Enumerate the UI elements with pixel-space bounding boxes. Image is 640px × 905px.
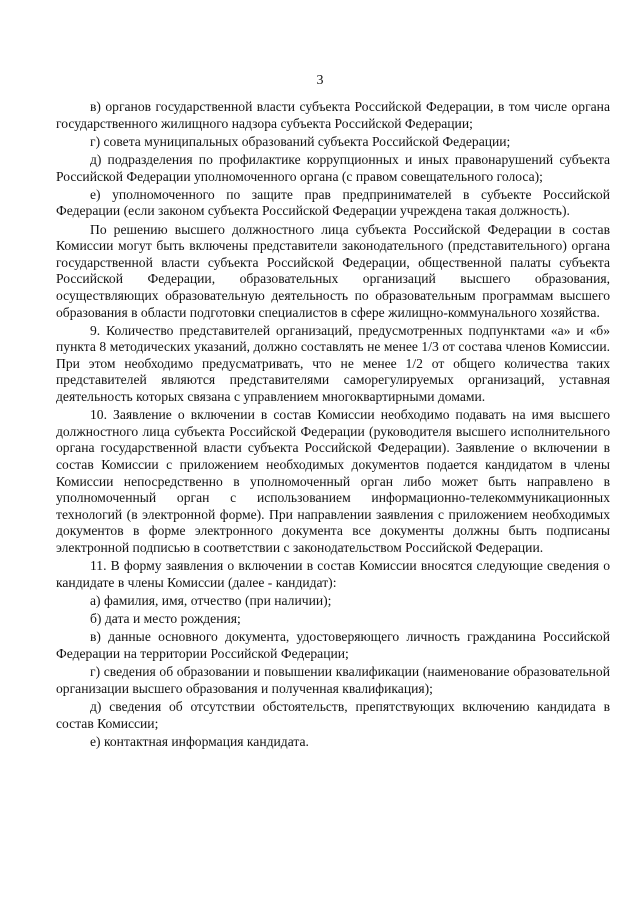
page-number: 3	[316, 73, 324, 88]
paragraph-item-g-education: г) сведения об образовании и повышении квалификации (наименование образовательной организации высшего образования и полученная квалификация);	[56, 664, 610, 696]
paragraph-item-v-organs: в) органов государственной власти субъекта Российской Федерации, в том числе органа государственного жилищного надзора субъекта Российской Федерации;	[56, 99, 610, 131]
paragraph-section-10: 10. Заявление о включении в состав Комиссии необходимо подавать на имя высшего должностного лица субъекта Российской Федерации (руководителя высшего исполнительного органа государственной власти субъекта Российской Федерации). Заявление о включении в состав Комиссии с приложением необходимых документов подается кандидатом в члены Комиссии непосредственно в уполномоченный орган либо может быть направлено в уполномоченный орган с использованием информационно-телекоммуникационных технологий (в электронной форме). При направлении заявления с приложением необходимых документов в форме электронного документа все документы должны быть подписаны электронной подписью в соответствии с законодательством Российской Федерации.	[56, 407, 610, 555]
paragraph-item-e-ombudsman: е) уполномоченного по защите прав предпринимателей в субъекте Российской Федерации (если законом субъекта Российской Федерации учреждена такая должность).	[56, 186, 610, 219]
paragraph-item-v-id-document: в) данные основного документа, удостоверяющего личность гражданина Российской Федерации на территории Российской Федерации;	[56, 629, 610, 661]
paragraph-section-11: 11. В форму заявления о включении в состав Комиссии вносятся следующие сведения о кандидате в члены Комиссии (далее - кандидат):	[56, 558, 610, 590]
paragraph-section-9: 9. Количество представителей организаций, предусмотренных подпунктами «а» и «б» пункта 8 методических указаний, должно составлять не менее 1/3 от состава членов Комиссии. При этом необходимо предусматривать, что не менее 1/2 от общего количества таких представителей являются представителями саморегулируемых организаций, уставная деятельность которых связана с управлением многоквартирными домами.	[56, 322, 610, 405]
paragraph-item-d-anticorruption: д) подразделения по профилактике коррупционных и иных правонарушений субъекта Российской Федерации уполномоченного органа (с правом совещательного голоса);	[56, 151, 610, 184]
document-body	[56, 99, 610, 752]
paragraph-item-e-contacts: е) контактная информация кандидата.	[90, 733, 309, 749]
paragraph-item-a-name: а) фамилия, имя, отчество (при наличии);	[90, 592, 332, 608]
paragraph-additional-members: По решению высшего должностного лица субъекта Российской Федерации в состав Комиссии могут быть включены представители законодательного (представительного) органа государственной власти субъекта Российской Федерации, общественной палаты субъекта Российской Федерации, образовательных организаций высшего образования, осуществляющих образовательную деятельность по образовательным программам высшего образования в области подготовки специалистов в сфере жилищно-коммунального хозяйства.	[56, 221, 610, 320]
paragraph-item-b-birth: б) дата и место рождения;	[90, 611, 241, 627]
paragraph-item-g-council: г) совета муниципальных образований субъекта Российской Федерации;	[90, 133, 511, 149]
paragraph-item-d-no-obstacles: д) сведения об отсутствии обстоятельств, препятствующих включению кандидата в состав Комиссии;	[56, 698, 610, 731]
